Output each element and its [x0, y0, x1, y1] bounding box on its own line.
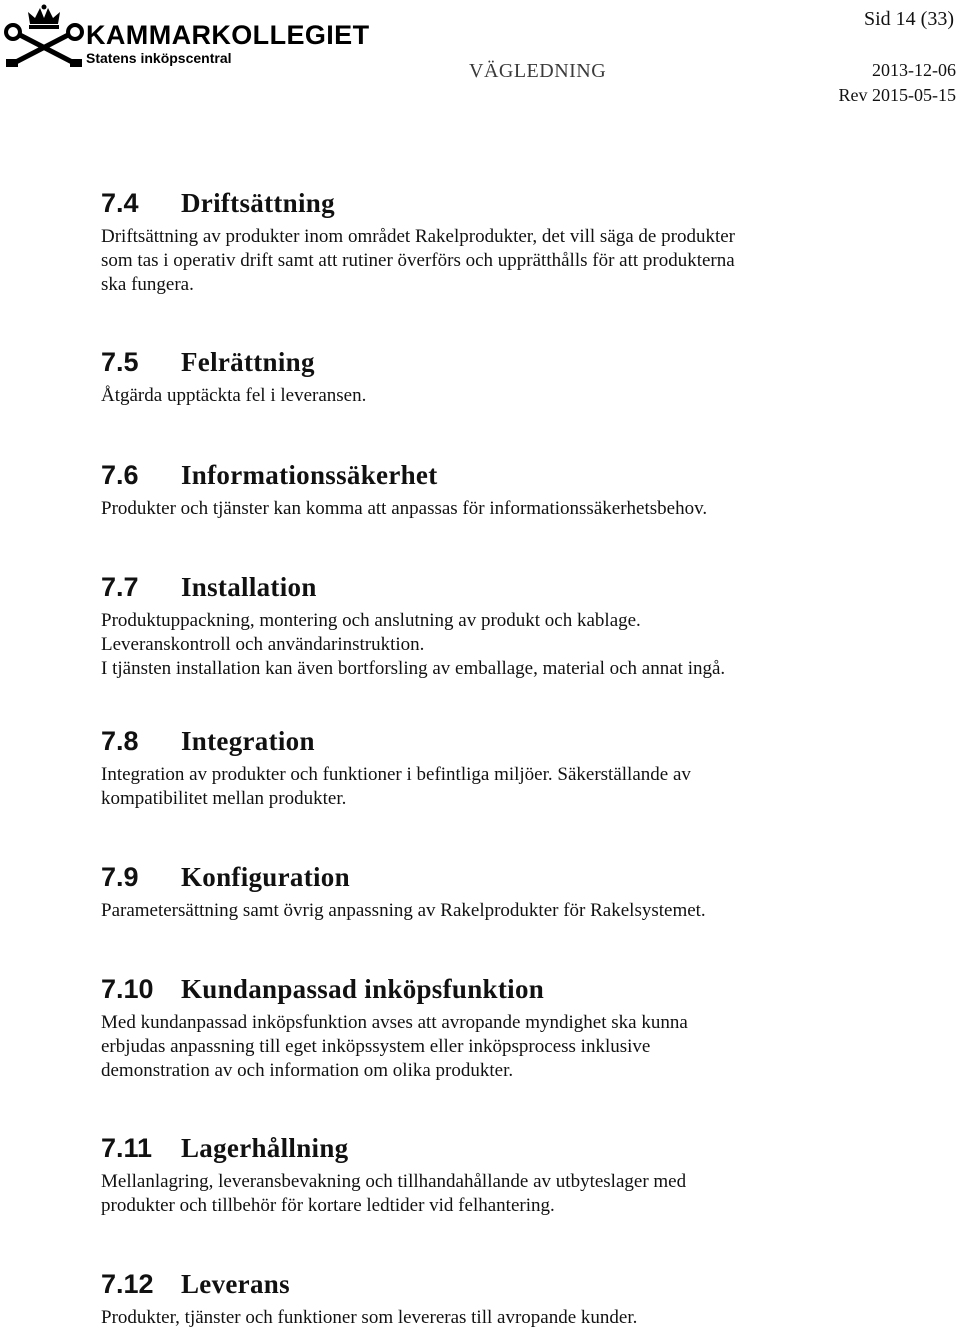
- section-heading: [101, 723, 901, 759]
- section-number: 7.6: [101, 460, 139, 490]
- body-line: Produkter och tjänster kan komma att anpassas för informationssäkerhetsbehov.: [101, 498, 708, 519]
- section-heading: [101, 859, 901, 895]
- body-line: Integration av produkter och funktioner i befintliga miljöer. Säkerställande av: [101, 764, 691, 785]
- section-7-11: [101, 1130, 901, 1218]
- section-number: 7.10: [101, 974, 154, 1004]
- section-number: 7.5: [101, 347, 139, 377]
- section-body: [101, 899, 901, 923]
- section-body: [101, 1170, 901, 1218]
- section-title: Driftsättning: [181, 188, 335, 218]
- section-title: Leverans: [181, 1269, 290, 1299]
- body-line: Leveranskontroll och användarinstruktion.: [101, 634, 425, 655]
- body-line: Med kundanpassad inköpsfunktion avses att avropande myndighet ska kunna: [101, 1012, 688, 1033]
- body-line: Produktuppackning, montering och anslutning av produkt och kablage.: [101, 610, 641, 631]
- section-7-12: [101, 1266, 901, 1330]
- section-body: [101, 497, 901, 521]
- section-body: [101, 609, 901, 681]
- body-line: I tjänsten installation kan även bortforsling av emballage, material och annat ingå.: [101, 658, 726, 679]
- section-title: Informationssäkerhet: [181, 460, 438, 490]
- body-line: som tas i operativ drift samt att rutiner överförs och upprätthålls för att produkterna: [101, 250, 735, 271]
- document-type: VÄGLEDNING: [469, 60, 607, 82]
- section-body: [101, 1011, 901, 1083]
- section-title: Lagerhållning: [181, 1133, 349, 1163]
- section-heading: [101, 1130, 901, 1166]
- section-number: 7.8: [101, 726, 139, 756]
- section-body: [101, 384, 901, 408]
- section-title: Konfiguration: [181, 862, 350, 892]
- section-7-6: [101, 457, 901, 521]
- section-7-7: [101, 569, 901, 681]
- document-date: 2013-12-06: [872, 60, 956, 80]
- body-line: Parametersättning samt övrig anpassning av Rakelprodukter för Rakelsystemet.: [101, 900, 706, 921]
- body-line: Produkter, tjänster och funktioner som levereras till avropande kunder.: [101, 1307, 638, 1328]
- section-heading: [101, 1266, 901, 1302]
- section-title: Integration: [181, 726, 315, 756]
- brand-name: KAMMARKOLLEGIET: [86, 20, 370, 50]
- page-number: Sid 14 (33): [864, 8, 954, 30]
- body-line: ska fungera.: [101, 274, 194, 295]
- section-number: 7.12: [101, 1269, 154, 1299]
- document-revision: Rev 2015-05-15: [838, 85, 956, 105]
- crown-crossed-keys-icon: [4, 4, 84, 70]
- section-body: [101, 225, 901, 297]
- body-line: produkter och tillbehör för kortare ledtider vid felhantering.: [101, 1195, 555, 1216]
- section-number: 7.11: [101, 1133, 153, 1163]
- body-line: Mellanlagring, leveransbevakning och tillhandahållande av utbyteslager med: [101, 1171, 687, 1192]
- section-title: Kundanpassad inköpsfunktion: [181, 974, 545, 1004]
- section-heading: [101, 457, 901, 493]
- brand-subtitle: Statens inköpscentral: [86, 50, 232, 66]
- section-number: 7.9: [101, 862, 139, 892]
- section-7-4: [101, 185, 901, 297]
- section-heading: [101, 185, 901, 221]
- section-body: [101, 763, 901, 811]
- section-7-5: [101, 344, 901, 408]
- body-line: Driftsättning av produkter inom området Rakelprodukter, det vill säga de produkter: [101, 226, 735, 247]
- section-title: Felrättning: [181, 347, 315, 377]
- body-line: kompatibilitet mellan produkter.: [101, 788, 347, 809]
- section-heading: [101, 569, 901, 605]
- section-heading: [101, 344, 901, 380]
- body-line: demonstration av och information om olika produkter.: [101, 1060, 514, 1081]
- body-line: Åtgärda upptäckta fel i leveransen.: [101, 385, 367, 406]
- section-number: 7.7: [101, 572, 139, 602]
- section-7-9: [101, 859, 901, 923]
- section-7-10: [101, 971, 901, 1083]
- section-7-8: [101, 723, 901, 811]
- section-title: Installation: [181, 572, 317, 602]
- body-line: erbjudas anpassning till eget inköpssystem eller inköpsprocess inklusive: [101, 1036, 651, 1057]
- section-number: 7.4: [101, 188, 139, 218]
- section-heading: [101, 971, 901, 1007]
- section-body: [101, 1306, 901, 1330]
